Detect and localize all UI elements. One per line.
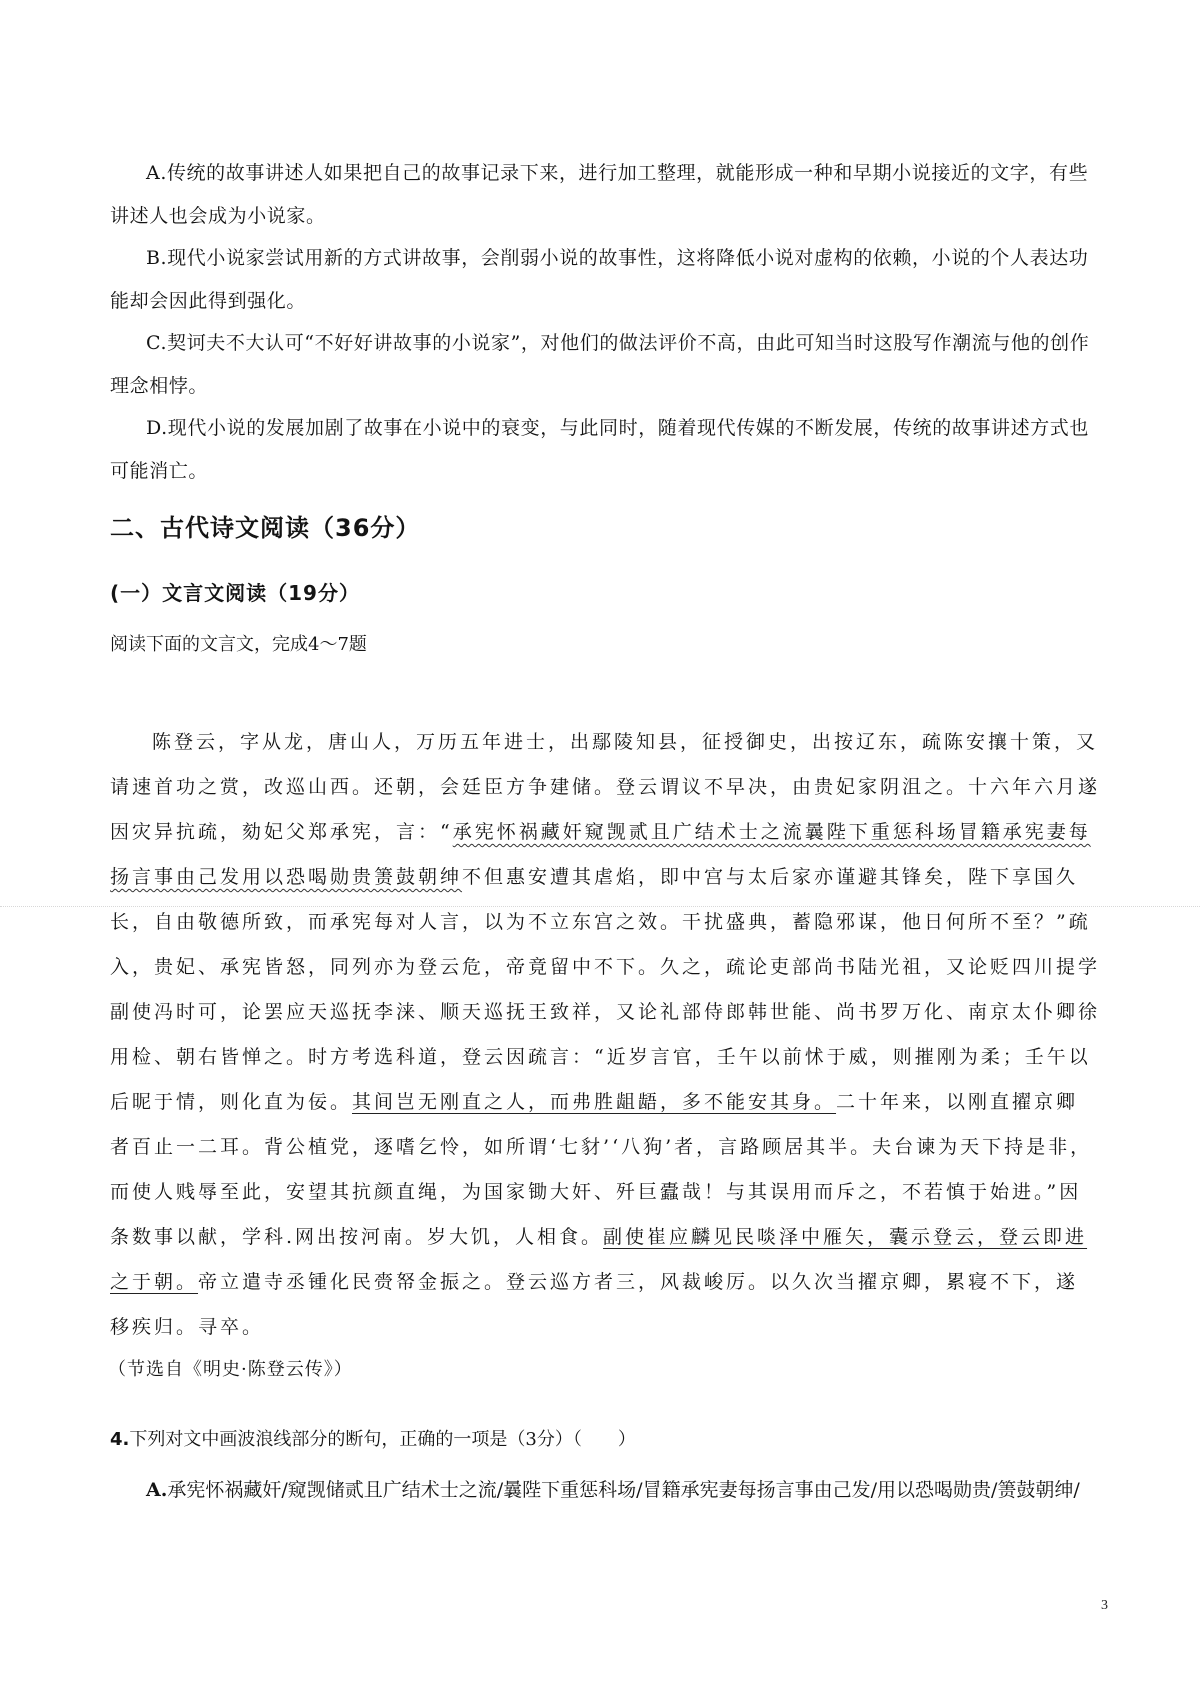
section-title: 二、古代诗文阅读（36分）: [110, 514, 421, 542]
classical-passage: [110, 720, 1100, 1350]
option-a: A.传统的故事讲述人如果把自己的故事记录下来，进行加工整理，就能形成一种和早期小说接近的文字，有些讲述人也会成为小说家。: [110, 162, 1089, 227]
option-c: C.契诃夫不大认可“不好好讲故事的小说家”，对他们的做法评价不高，由此可知当时这股写作潮流与他的创作理念相悖。: [110, 332, 1090, 397]
page-number: 3: [1101, 1598, 1108, 1613]
passage-underline-2: 副使崔应麟见民啖泽中雁矢，囊示登云，登云即进之于朝。: [110, 1226, 1088, 1293]
passage-source: （节选自《明史·陈登云传》）: [108, 1359, 353, 1380]
answer-option-a: [110, 1468, 1100, 1513]
question-text: 下列对文中画波浪线部分的断句，正确的一项是（3分）（ ）: [129, 1429, 636, 1450]
passage-underline-1: 其间岂无刚直之人，而弗胜龃龉，多不能安其身。: [352, 1091, 837, 1113]
question-4: [110, 1425, 636, 1451]
passage-part-4: 帝立遣寺丞锺化民赍帑金振之。登云巡方者三，风裁峻厉。以久次当擢京卿，累寝不下，遂移疾归。寻卒。: [110, 1271, 1079, 1338]
option-b: B.现代小说家尝试用新的方式讲故事，会削弱小说的故事性，这将降低小说对虚构的依赖，小说的个人表达功能却会因此得到强化。: [110, 247, 1089, 312]
answer-text: 承宪怀祸藏奸/窥觊储贰且广结术士之流/曩陛下重惩科场/冒籍承宪妻每扬言事由己发/用以恐喝勋贵/箦鼓朝绅/: [167, 1479, 1080, 1501]
subsection-title: (一）文言文阅读（19分）: [110, 581, 360, 605]
passage-part-3: 二十年来，以刚直擢京卿者百止一二耳。背公植党，逐嗜乞怜，如所谓‘七豺’‘八狗’者，言路顾居其半。夫台谏为天下持是非，而使人贱辱至此，安望其抗颜直绳，为国家锄大奸、歼巨蠹哉！与其误用而斥之，不若慎于始进。”因条数事以献，学科.网出按河南。岁大饥，人相食。: [110, 1091, 1093, 1248]
passage-part-2: 不但惠安遭其虐焰，即中宫与太后家亦谨避其锋矣，陛下享国久长，自由敬德所致，而承宪每对人言，以为不立东宫之效。干扰盛典，蓄隐邪谋，他日何所不至？”疏入，贵妃、承宪皆怒，同列亦为登云危，帝竟留中不下。久之，疏论吏部尚书陆光祖，又论贬四川提学副使冯时可，论罢应天巡抚李涞、顺天巡抚王致祥，又论礼部侍郎韩世能、尚书罗万化、南京太仆卿徐用检、朝右皆惮之。时方考选科道，登云因疏言：“近岁言官，壬午以前怵于威，则摧刚为柔；壬午以后昵于情，则化直为佞。: [110, 866, 1101, 1113]
answer-letter: A.: [146, 1479, 168, 1501]
passage-part-1: 陈登云，字从龙，唐山人，万历五年进士，出鄢陵知县，征授御史，出按辽东，疏陈安攘十策，又请速首功之赏，改巡山西。还朝，会廷臣方争建储。登云谓议不早决，由贵妃家阴沮之。十六年六月遂因灾异抗疏，劾妃父郑承宪，言：“: [110, 731, 1101, 843]
question-number: 4.: [110, 1429, 130, 1450]
reading-instruction: 阅读下面的文言文，完成4～7题: [110, 634, 367, 655]
option-d: D.现代小说的发展加剧了故事在小说中的衰变，与此同时，随着现代传媒的不断发展，传统的故事讲述方式也可能消亡。: [110, 417, 1089, 482]
passage-wavy-underline: 承宪怀祸藏奸窥觊贰且广结术士之流曩陛下重惩科场冒籍承宪妻每扬言事由己发用以恐喝勋贵箦鼓朝绅: [110, 821, 1091, 888]
